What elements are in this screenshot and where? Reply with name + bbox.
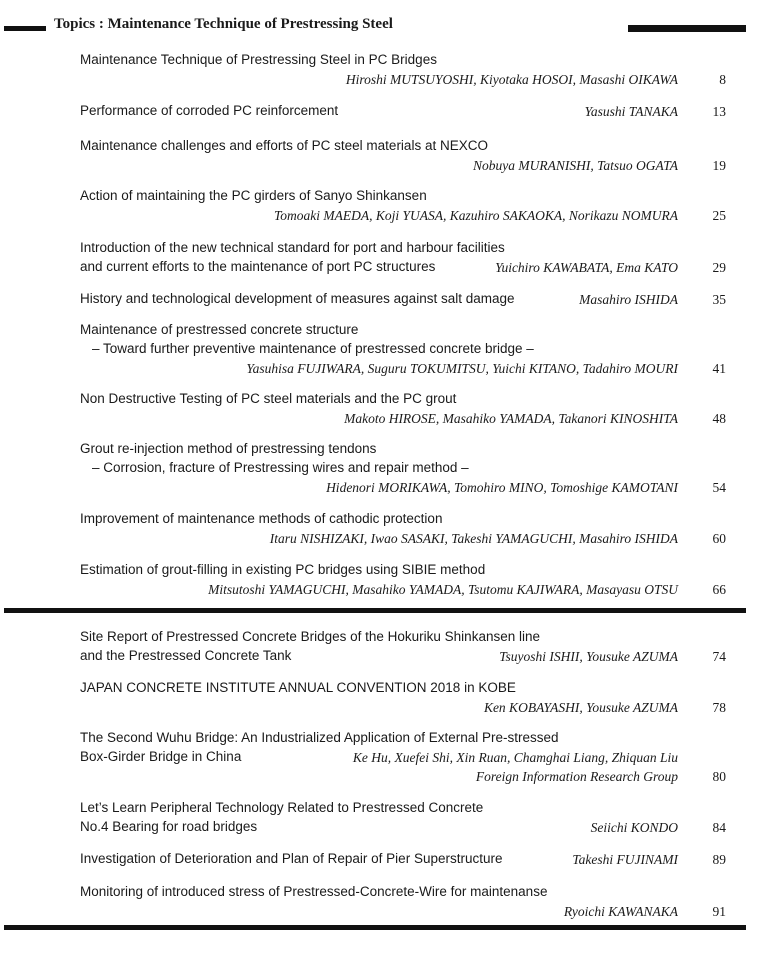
toc-entry[interactable] — [80, 851, 726, 870]
article-authors: Yasuhisa FUJIWARA, Suguru TOKUMITSU, Yuichi KITANO, Tadahiro MOURI — [246, 361, 678, 376]
toc-entry[interactable] — [80, 391, 726, 429]
toc-entry[interactable] — [80, 680, 726, 718]
toc-entry[interactable] — [80, 800, 726, 838]
toc-entry-line — [80, 207, 726, 226]
toc-entry-line — [80, 851, 726, 870]
page-number: 80 — [712, 769, 726, 784]
toc-entry-line — [80, 884, 726, 903]
toc-entry[interactable] — [80, 629, 726, 667]
article-authors: Ke Hu, Xuefei Shi, Xin Ruan, Chamghai Liang, Zhiquan Liu — [352, 750, 678, 765]
toc-entry-line — [80, 479, 726, 498]
page-number: 35 — [712, 292, 726, 307]
article-title: No.4 Bearing for road bridges — [80, 819, 258, 834]
page-number: 66 — [712, 582, 726, 597]
toc-entry-line — [80, 511, 726, 530]
page-number: 84 — [712, 820, 726, 835]
article-title: Grout re-injection method of prestressing tendons — [80, 441, 377, 456]
toc-entry-line — [80, 749, 726, 768]
toc-entry-line — [80, 768, 726, 787]
article-title: Action of maintaining the PC girders of Sanyo Shinkansen — [80, 188, 427, 203]
toc-entry[interactable] — [80, 441, 726, 498]
article-title: Maintenance Technique of Prestressing Steel in PC Bridges — [80, 52, 437, 67]
article-title: Improvement of maintenance methods of cathodic protection — [80, 511, 443, 526]
article-subtitle: – Corrosion, fracture of Prestressing wires and repair method – — [92, 460, 469, 475]
page-number: 74 — [712, 649, 726, 664]
page-number: 78 — [712, 700, 726, 715]
article-authors: Takeshi FUJINAMI — [572, 852, 678, 867]
article-title: Box-Girder Bridge in China — [80, 749, 242, 764]
page-number: 25 — [712, 208, 726, 223]
article-title: JAPAN CONCRETE INSTITUTE ANNUAL CONVENTION 2018 in KOBE — [80, 680, 516, 695]
toc-entry-line — [80, 360, 726, 379]
page-number: 54 — [712, 480, 726, 495]
toc-entry-line — [80, 648, 726, 667]
article-authors: Hiroshi MUTSUYOSHI, Kiyotaka HOSOI, Masashi OIKAWA — [345, 72, 678, 87]
toc-entry-line — [80, 410, 726, 429]
article-authors: Itaru NISHIZAKI, Iwao SASAKI, Takeshi YAMAGUCHI, Masahiro ISHIDA — [269, 531, 678, 546]
article-title: Monitoring of introduced stress of Prestressed-Concrete-Wire for maintenanse — [80, 884, 548, 899]
article-title: Maintenance of prestressed concrete structure — [80, 322, 359, 337]
article-authors: Hidenori MORIKAWA, Tomohiro MINO, Tomoshige KAMOTANI — [326, 480, 678, 495]
toc-entry-line — [80, 903, 726, 922]
article-authors: Mitsutoshi YAMAGUCHI, Masahiko YAMADA, Tsutomu KAJIWARA, Masayasu OTSU — [208, 582, 678, 597]
article-title: and the Prestressed Concrete Tank — [80, 648, 292, 663]
article-authors: Masahiro ISHIDA — [579, 292, 678, 307]
toc-entry-line — [80, 71, 726, 90]
toc-entry[interactable] — [80, 240, 726, 278]
article-title: Non Destructive Testing of PC steel materials and the PC grout — [80, 391, 457, 406]
page-number: 8 — [719, 72, 726, 87]
toc-entry-line — [80, 52, 726, 71]
article-authors: Makoto HIROSE, Masahiko YAMADA, Takanori KINOSHITA — [344, 411, 678, 426]
page-number: 60 — [712, 531, 726, 546]
article-title: Maintenance challenges and efforts of PC steel materials at NEXCO — [80, 138, 488, 153]
toc-entry[interactable] — [80, 291, 726, 310]
toc-entry-line — [80, 730, 726, 749]
article-authors: Ken KOBAYASHI, Yousuke AZUMA — [483, 700, 678, 715]
article-authors: Tsuyoshi ISHII, Yousuke AZUMA — [499, 649, 678, 664]
toc-entry[interactable] — [80, 511, 726, 549]
page-number: 19 — [712, 158, 726, 173]
article-authors: Ryoichi KAWANAKA — [563, 904, 678, 919]
page-number: 91 — [712, 904, 726, 919]
topic-title: Topics : Maintenance Technique of Prestressing Steel — [54, 16, 393, 32]
toc-entry-line — [80, 629, 726, 648]
article-authors: Tomoaki MAEDA, Koji YUASA, Kazuhiro SAKAOKA, Norikazu NOMURA — [273, 208, 678, 223]
article-authors: Seiichi KONDO — [590, 820, 678, 835]
toc-entry[interactable] — [80, 52, 726, 90]
article-title: The Second Wuhu Bridge: An Industrialized Application of External Pre-stressed — [80, 730, 559, 745]
toc-entry-line — [80, 562, 726, 581]
toc-entry-line — [80, 441, 726, 460]
article-authors: Foreign Information Research Group — [475, 769, 678, 784]
article-title: and current efforts to the maintenance of port PC structures — [80, 259, 436, 274]
toc-entry-line — [80, 103, 726, 122]
header-bar-right — [628, 25, 746, 32]
toc-entry[interactable] — [80, 188, 726, 226]
toc-entry-line — [80, 530, 726, 549]
toc-entry-line — [80, 157, 726, 176]
toc-entry[interactable] — [80, 562, 726, 600]
article-title: Estimation of grout-filling in existing PC bridges using SIBIE method — [80, 562, 486, 577]
toc-entry-line — [80, 259, 726, 278]
toc-entry-line — [80, 680, 726, 699]
toc-entry-line — [80, 341, 726, 360]
toc-entry[interactable] — [80, 138, 726, 176]
header-bar-left — [4, 26, 46, 31]
toc-entry-line — [80, 291, 726, 310]
article-title: Performance of corroded PC reinforcement — [80, 103, 339, 118]
toc-entry-line — [80, 460, 726, 479]
toc-entry-line — [80, 581, 726, 600]
article-authors: Yasushi TANAKA — [584, 104, 678, 119]
toc-entry-line — [80, 322, 726, 341]
toc-entry[interactable] — [80, 103, 726, 122]
toc-entry-line — [80, 699, 726, 718]
toc-entry[interactable] — [80, 730, 726, 787]
toc-entry-line — [80, 188, 726, 207]
article-title: Site Report of Prestressed Concrete Bridges of the Hokuriku Shinkansen line — [80, 629, 540, 644]
page-number: 29 — [712, 260, 726, 275]
article-subtitle: – Toward further preventive maintenance of prestressed concrete bridge – — [92, 341, 534, 356]
page-number: 13 — [712, 104, 726, 119]
page-number: 48 — [712, 411, 726, 426]
toc-entry-line — [80, 819, 726, 838]
toc-entry[interactable] — [80, 884, 726, 922]
article-title: History and technological development of measures against salt damage — [80, 291, 515, 306]
toc-entry[interactable] — [80, 322, 726, 379]
page-number: 89 — [712, 852, 726, 867]
toc-entry-line — [80, 391, 726, 410]
section-divider — [4, 608, 746, 613]
article-title: Investigation of Deterioration and Plan of Repair of Pier Superstructure — [80, 851, 503, 866]
toc-entry-line — [80, 138, 726, 157]
topic-header — [0, 14, 760, 40]
article-title: Introduction of the new technical standard for port and harbour facilities — [80, 240, 505, 255]
toc-entry-line — [80, 800, 726, 819]
bottom-rule — [4, 925, 746, 930]
page-number: 41 — [712, 361, 726, 376]
article-title: Let’s Learn Peripheral Technology Related to Prestressed Concrete — [80, 800, 484, 815]
article-authors: Yuichiro KAWABATA, Ema KATO — [495, 260, 678, 275]
article-authors: Nobuya MURANISHI, Tatsuo OGATA — [473, 158, 678, 173]
toc-entry-line — [80, 240, 726, 259]
